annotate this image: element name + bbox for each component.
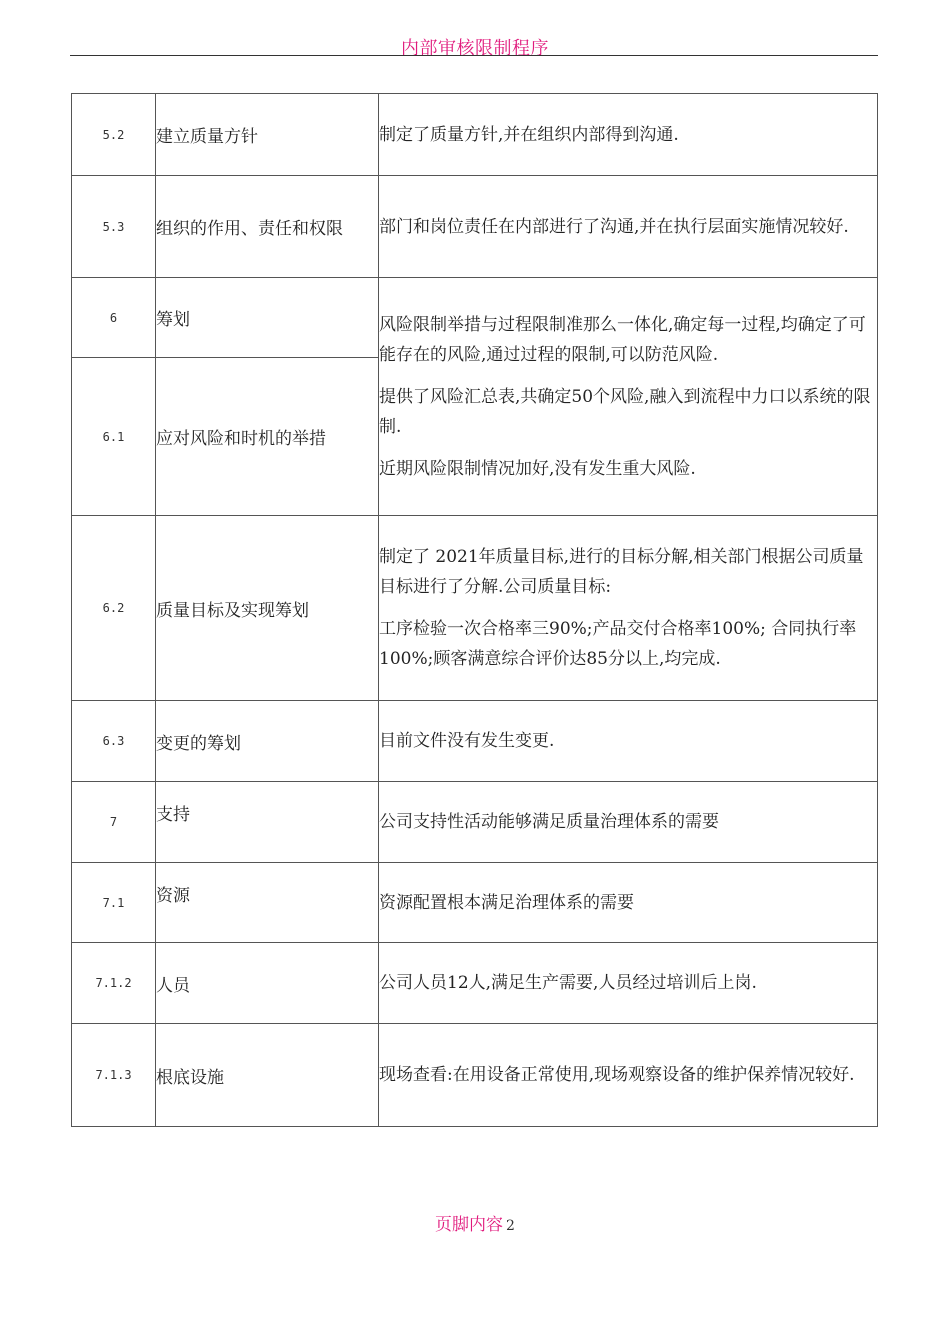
table-row: [72, 176, 878, 278]
description-text: 制定了质量方针,并在组织内部得到沟通.: [379, 124, 679, 145]
page-header-title: 内部审核限制程序: [401, 38, 549, 59]
table-row: [72, 278, 878, 358]
description-text: 制定了 2021年质量目标,进行的目标分解,相关部门根据公司质量目标进行了分解.公司质量目标:: [379, 547, 864, 597]
header-divider: [70, 55, 878, 56]
clause-title: 建立质量方针: [156, 94, 379, 176]
table-row: [72, 863, 878, 943]
table-row: [72, 1024, 878, 1127]
clause-number: 6.2: [72, 516, 156, 701]
clause-title: 筹划: [156, 278, 379, 358]
clause-description: [379, 278, 878, 516]
description-text: 近期风险限制情况加好,没有发生重大风险.: [379, 458, 696, 479]
clause-number: 7: [72, 782, 156, 863]
clause-description: [379, 94, 878, 176]
table-row: [72, 701, 878, 782]
page-footer: [0, 1210, 950, 1235]
clause-title: 组织的作用、责任和权限: [156, 176, 379, 278]
clause-description: [379, 516, 878, 701]
clause-title: 资源: [156, 863, 379, 943]
table-row: [72, 516, 878, 701]
description-text: 资源配置根本满足治理体系的需要: [379, 892, 634, 913]
clause-description: [379, 1024, 878, 1127]
description-text: 公司支持性活动能够满足质量治理体系的需要: [379, 812, 719, 832]
description-text: 工序检验一次合格率三90%;产品交付合格率100%; 合同执行率100%;顾客满意综合评价达85分以上,均完成.: [379, 619, 857, 669]
description-text: 提供了风险汇总表,共确定50个风险,融入到流程中力口以系统的限制.: [379, 386, 871, 437]
page-number: 2: [506, 1218, 515, 1234]
clause-description: [379, 701, 878, 782]
clause-number: 6: [72, 278, 156, 358]
clause-description: [379, 782, 878, 863]
description-text: 部门和岗位责任在内部进行了沟通,并在执行层面实施情况较好.: [379, 216, 849, 237]
table-row: [72, 782, 878, 863]
clause-number: 7.1: [72, 863, 156, 943]
description-text: 现场查看:在用设备正常使用,现场观察设备的维护保养情况较好.: [379, 1065, 855, 1085]
clause-title: 人员: [156, 943, 379, 1024]
description-text: 目前文件没有发生变更.: [379, 731, 555, 751]
audit-table: [71, 93, 878, 1127]
table-row: [72, 94, 878, 176]
footer-label: 页脚内容: [435, 1215, 504, 1235]
clause-number: 6.3: [72, 701, 156, 782]
clause-number: 7.1.2: [72, 943, 156, 1024]
clause-title: 支持: [156, 782, 379, 863]
clause-title: 根底设施: [156, 1024, 379, 1127]
clause-title: 应对风险和时机的举措: [156, 358, 379, 516]
clause-description: [379, 863, 878, 943]
clause-number: 5.2: [72, 94, 156, 176]
clause-number: 6.1: [72, 358, 156, 516]
clause-description: [379, 943, 878, 1024]
table-row: [72, 943, 878, 1024]
description-text: 公司人员12人,满足生产需要,人员经过培训后上岗.: [379, 973, 757, 993]
clause-title: 变更的筹划: [156, 701, 379, 782]
clause-number: 5.3: [72, 176, 156, 278]
clause-number: 7.1.3: [72, 1024, 156, 1127]
clause-title: 质量目标及实现筹划: [156, 516, 379, 701]
clause-description: [379, 176, 878, 278]
description-text: 风险限制举措与过程限制准那么一体化,确定每一过程,均确定了可能存在的风险,通过过程的限制,可以防范风险.: [379, 314, 866, 365]
